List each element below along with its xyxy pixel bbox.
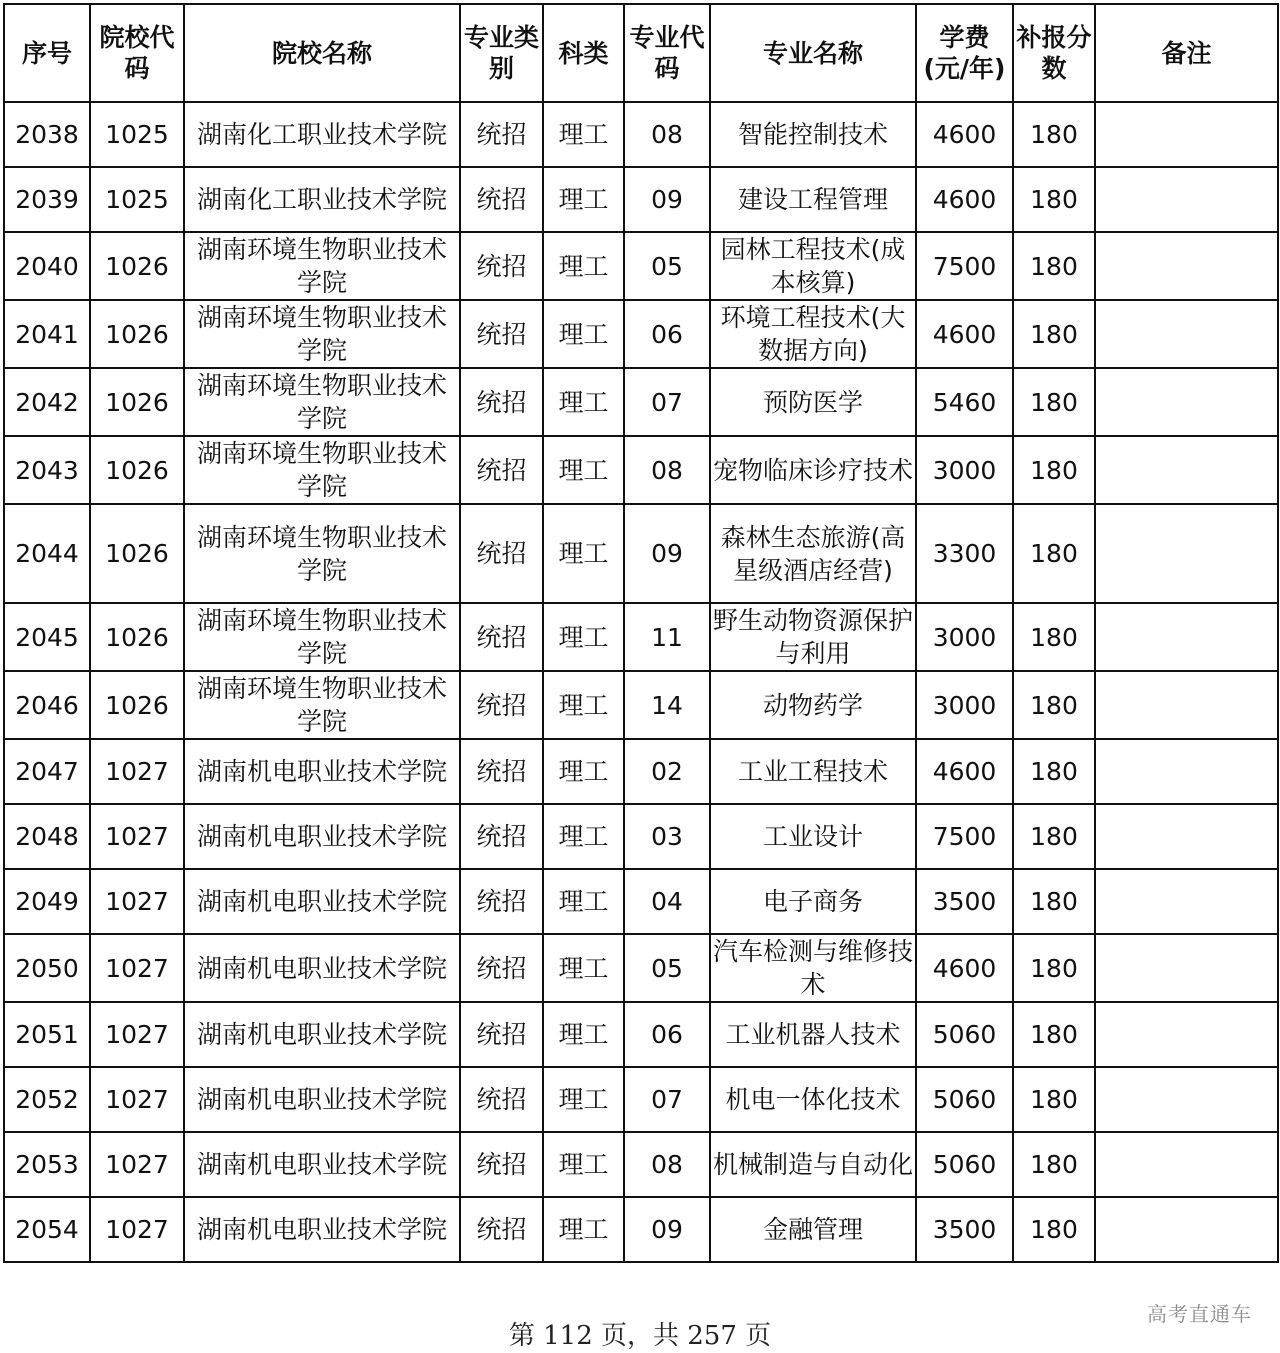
cell-school-name: 湖南机电职业技术学院: [184, 1197, 460, 1262]
cell-major-code: 08: [624, 102, 710, 167]
cell-major-name: 机械制造与自动化: [710, 1132, 916, 1197]
cell-note: [1095, 300, 1278, 368]
cell-major-name: 野生动物资源保护与利用: [710, 603, 916, 671]
cell-subject: 理工: [543, 1002, 624, 1067]
header-major-name: 专业名称: [710, 4, 916, 102]
cell-school-code: 1026: [90, 368, 184, 436]
cell-major-name: 金融管理: [710, 1197, 916, 1262]
cell-category: 统招: [460, 603, 543, 671]
cell-tuition: 3300: [916, 504, 1013, 603]
cell-school-code: 1027: [90, 1132, 184, 1197]
cell-tuition: 5060: [916, 1067, 1013, 1132]
table-row: [4, 739, 1278, 804]
cell-category: 统招: [460, 1002, 543, 1067]
cell-tuition: 3500: [916, 869, 1013, 934]
table-row: [4, 167, 1278, 232]
cell-seq: 2048: [4, 804, 90, 869]
cell-note: [1095, 1002, 1278, 1067]
cell-major-code: 02: [624, 739, 710, 804]
cell-note: [1095, 739, 1278, 804]
cell-school-code: 1027: [90, 1197, 184, 1262]
cell-category: 统招: [460, 671, 543, 739]
cell-score: 180: [1013, 1132, 1095, 1197]
cell-school-name: 湖南化工职业技术学院: [184, 167, 460, 232]
cell-score: 180: [1013, 603, 1095, 671]
cell-school-code: 1025: [90, 167, 184, 232]
cell-major-name: 宠物临床诊疗技术: [710, 436, 916, 504]
cell-subject: 理工: [543, 300, 624, 368]
cell-category: 统招: [460, 869, 543, 934]
header-school-code: 院校代码: [90, 4, 184, 102]
header-seq: 序号: [4, 4, 90, 102]
cell-school-code: 1026: [90, 232, 184, 300]
cell-subject: 理工: [543, 934, 624, 1002]
cell-seq: 2041: [4, 300, 90, 368]
header-major-code: 专业代码: [624, 4, 710, 102]
cell-major-name: 工业机器人技术: [710, 1002, 916, 1067]
cell-score: 180: [1013, 869, 1095, 934]
cell-category: 统招: [460, 167, 543, 232]
cell-school-code: 1026: [90, 603, 184, 671]
cell-school-name: 湖南机电职业技术学院: [184, 1002, 460, 1067]
cell-school-name: 湖南环境生物职业技术学院: [184, 436, 460, 504]
cell-school-name: 湖南机电职业技术学院: [184, 934, 460, 1002]
cell-school-name: 湖南机电职业技术学院: [184, 1067, 460, 1132]
cell-major-name: 预防医学: [710, 368, 916, 436]
cell-major-code: 11: [624, 603, 710, 671]
cell-tuition: 7500: [916, 804, 1013, 869]
cell-major-name: 环境工程技术(大数据方向): [710, 300, 916, 368]
table-row: [4, 671, 1278, 739]
cell-seq: 2054: [4, 1197, 90, 1262]
cell-score: 180: [1013, 102, 1095, 167]
cell-category: 统招: [460, 934, 543, 1002]
cell-major-code: 07: [624, 1067, 710, 1132]
cell-major-name: 园林工程技术(成本核算): [710, 232, 916, 300]
cell-tuition: 3000: [916, 671, 1013, 739]
cell-tuition: 4600: [916, 739, 1013, 804]
cell-tuition: 4600: [916, 167, 1013, 232]
cell-major-code: 06: [624, 1002, 710, 1067]
cell-tuition: 4600: [916, 934, 1013, 1002]
cell-seq: 2052: [4, 1067, 90, 1132]
cell-tuition: 4600: [916, 300, 1013, 368]
cell-score: 180: [1013, 804, 1095, 869]
cell-school-code: 1027: [90, 869, 184, 934]
cell-school-code: 1027: [90, 739, 184, 804]
cell-major-code: 09: [624, 1197, 710, 1262]
cell-note: [1095, 869, 1278, 934]
cell-category: 统招: [460, 739, 543, 804]
cell-major-code: 05: [624, 934, 710, 1002]
cell-score: 180: [1013, 300, 1095, 368]
cell-subject: 理工: [543, 232, 624, 300]
cell-school-code: 1027: [90, 1067, 184, 1132]
cell-category: 统招: [460, 102, 543, 167]
cell-note: [1095, 102, 1278, 167]
cell-school-name: 湖南环境生物职业技术学院: [184, 368, 460, 436]
cell-seq: 2044: [4, 504, 90, 603]
header-category: 专业类别: [460, 4, 543, 102]
cell-seq: 2051: [4, 1002, 90, 1067]
table-row: [4, 232, 1278, 300]
cell-category: 统招: [460, 1197, 543, 1262]
cell-major-name: 电子商务: [710, 869, 916, 934]
cell-subject: 理工: [543, 869, 624, 934]
table-row: [4, 1067, 1278, 1132]
admissions-table: [3, 3, 1279, 1263]
cell-seq: 2042: [4, 368, 90, 436]
cell-seq: 2046: [4, 671, 90, 739]
cell-subject: 理工: [543, 102, 624, 167]
cell-subject: 理工: [543, 671, 624, 739]
cell-note: [1095, 1197, 1278, 1262]
cell-score: 180: [1013, 671, 1095, 739]
cell-school-name: 湖南环境生物职业技术学院: [184, 232, 460, 300]
cell-major-code: 05: [624, 232, 710, 300]
cell-seq: 2039: [4, 167, 90, 232]
cell-major-code: 06: [624, 300, 710, 368]
cell-score: 180: [1013, 368, 1095, 436]
cell-score: 180: [1013, 934, 1095, 1002]
cell-school-code: 1026: [90, 436, 184, 504]
cell-note: [1095, 232, 1278, 300]
cell-tuition: 5060: [916, 1132, 1013, 1197]
cell-note: [1095, 603, 1278, 671]
cell-school-code: 1026: [90, 300, 184, 368]
page-footer: 第 112 页，共 257 页: [508, 1321, 772, 1351]
cell-tuition: 5060: [916, 1002, 1013, 1067]
cell-major-code: 04: [624, 869, 710, 934]
header-school-name: 院校名称: [184, 4, 460, 102]
header-subject: 科类: [543, 4, 624, 102]
cell-note: [1095, 934, 1278, 1002]
header-row: [4, 4, 1278, 102]
cell-school-name: 湖南机电职业技术学院: [184, 804, 460, 869]
cell-subject: 理工: [543, 804, 624, 869]
cell-seq: 2043: [4, 436, 90, 504]
cell-subject: 理工: [543, 1067, 624, 1132]
cell-score: 180: [1013, 504, 1095, 603]
cell-seq: 2053: [4, 1132, 90, 1197]
cell-seq: 2049: [4, 869, 90, 934]
cell-tuition: 3000: [916, 436, 1013, 504]
cell-school-code: 1026: [90, 504, 184, 603]
header-note: 备注: [1095, 4, 1278, 102]
cell-school-code: 1025: [90, 102, 184, 167]
cell-school-name: 湖南环境生物职业技术学院: [184, 671, 460, 739]
cell-major-code: 09: [624, 504, 710, 603]
cell-tuition: 3500: [916, 1197, 1013, 1262]
cell-subject: 理工: [543, 1197, 624, 1262]
cell-tuition: 7500: [916, 232, 1013, 300]
cell-seq: 2050: [4, 934, 90, 1002]
cell-seq: 2038: [4, 102, 90, 167]
cell-score: 180: [1013, 1002, 1095, 1067]
cell-score: 180: [1013, 232, 1095, 300]
cell-seq: 2040: [4, 232, 90, 300]
cell-category: 统招: [460, 368, 543, 436]
table-row: [4, 504, 1278, 603]
cell-category: 统招: [460, 504, 543, 603]
cell-note: [1095, 671, 1278, 739]
table-row: [4, 934, 1278, 1002]
table-row: [4, 368, 1278, 436]
cell-note: [1095, 368, 1278, 436]
cell-note: [1095, 1067, 1278, 1132]
header-score: 补报分数: [1013, 4, 1095, 102]
cell-school-name: 湖南化工职业技术学院: [184, 102, 460, 167]
cell-school-code: 1026: [90, 671, 184, 739]
table-row: [4, 804, 1278, 869]
cell-tuition: 5460: [916, 368, 1013, 436]
cell-major-code: 07: [624, 368, 710, 436]
cell-note: [1095, 167, 1278, 232]
table-row: [4, 603, 1278, 671]
cell-major-code: 08: [624, 436, 710, 504]
table-row: [4, 869, 1278, 934]
cell-major-code: 09: [624, 167, 710, 232]
cell-school-code: 1027: [90, 934, 184, 1002]
header-tuition: 学费(元/年): [916, 4, 1013, 102]
cell-tuition: 3000: [916, 603, 1013, 671]
cell-school-code: 1027: [90, 804, 184, 869]
cell-category: 统招: [460, 1132, 543, 1197]
cell-major-name: 机电一体化技术: [710, 1067, 916, 1132]
table-row: [4, 102, 1278, 167]
cell-major-name: 汽车检测与维修技术: [710, 934, 916, 1002]
cell-subject: 理工: [543, 603, 624, 671]
cell-note: [1095, 804, 1278, 869]
cell-seq: 2045: [4, 603, 90, 671]
cell-major-name: 动物药学: [710, 671, 916, 739]
cell-subject: 理工: [543, 504, 624, 603]
cell-school-name: 湖南机电职业技术学院: [184, 1132, 460, 1197]
cell-category: 统招: [460, 436, 543, 504]
cell-major-code: 14: [624, 671, 710, 739]
cell-category: 统招: [460, 232, 543, 300]
cell-subject: 理工: [543, 368, 624, 436]
cell-major-name: 工业工程技术: [710, 739, 916, 804]
cell-subject: 理工: [543, 739, 624, 804]
cell-major-name: 工业设计: [710, 804, 916, 869]
cell-school-name: 湖南机电职业技术学院: [184, 739, 460, 804]
cell-subject: 理工: [543, 436, 624, 504]
cell-school-name: 湖南环境生物职业技术学院: [184, 504, 460, 603]
table-row: [4, 436, 1278, 504]
cell-subject: 理工: [543, 167, 624, 232]
cell-note: [1095, 504, 1278, 603]
table-row: [4, 1197, 1278, 1262]
cell-school-code: 1027: [90, 1002, 184, 1067]
cell-subject: 理工: [543, 1132, 624, 1197]
table-row: [4, 300, 1278, 368]
cell-category: 统招: [460, 1067, 543, 1132]
cell-school-name: 湖南机电职业技术学院: [184, 869, 460, 934]
cell-major-code: 08: [624, 1132, 710, 1197]
cell-category: 统招: [460, 804, 543, 869]
cell-score: 180: [1013, 739, 1095, 804]
table-row: [4, 1002, 1278, 1067]
table-row: [4, 1132, 1278, 1197]
cell-score: 180: [1013, 436, 1095, 504]
cell-major-name: 森林生态旅游(高星级酒店经营): [710, 504, 916, 603]
cell-score: 180: [1013, 1067, 1095, 1132]
cell-score: 180: [1013, 167, 1095, 232]
cell-major-name: 建设工程管理: [710, 167, 916, 232]
cell-major-name: 智能控制技术: [710, 102, 916, 167]
watermark: 高考直通车: [1147, 1302, 1252, 1326]
cell-seq: 2047: [4, 739, 90, 804]
cell-note: [1095, 1132, 1278, 1197]
cell-school-name: 湖南环境生物职业技术学院: [184, 300, 460, 368]
cell-category: 统招: [460, 300, 543, 368]
cell-tuition: 4600: [916, 102, 1013, 167]
cell-school-name: 湖南环境生物职业技术学院: [184, 603, 460, 671]
cell-note: [1095, 436, 1278, 504]
cell-score: 180: [1013, 1197, 1095, 1262]
cell-major-code: 03: [624, 804, 710, 869]
